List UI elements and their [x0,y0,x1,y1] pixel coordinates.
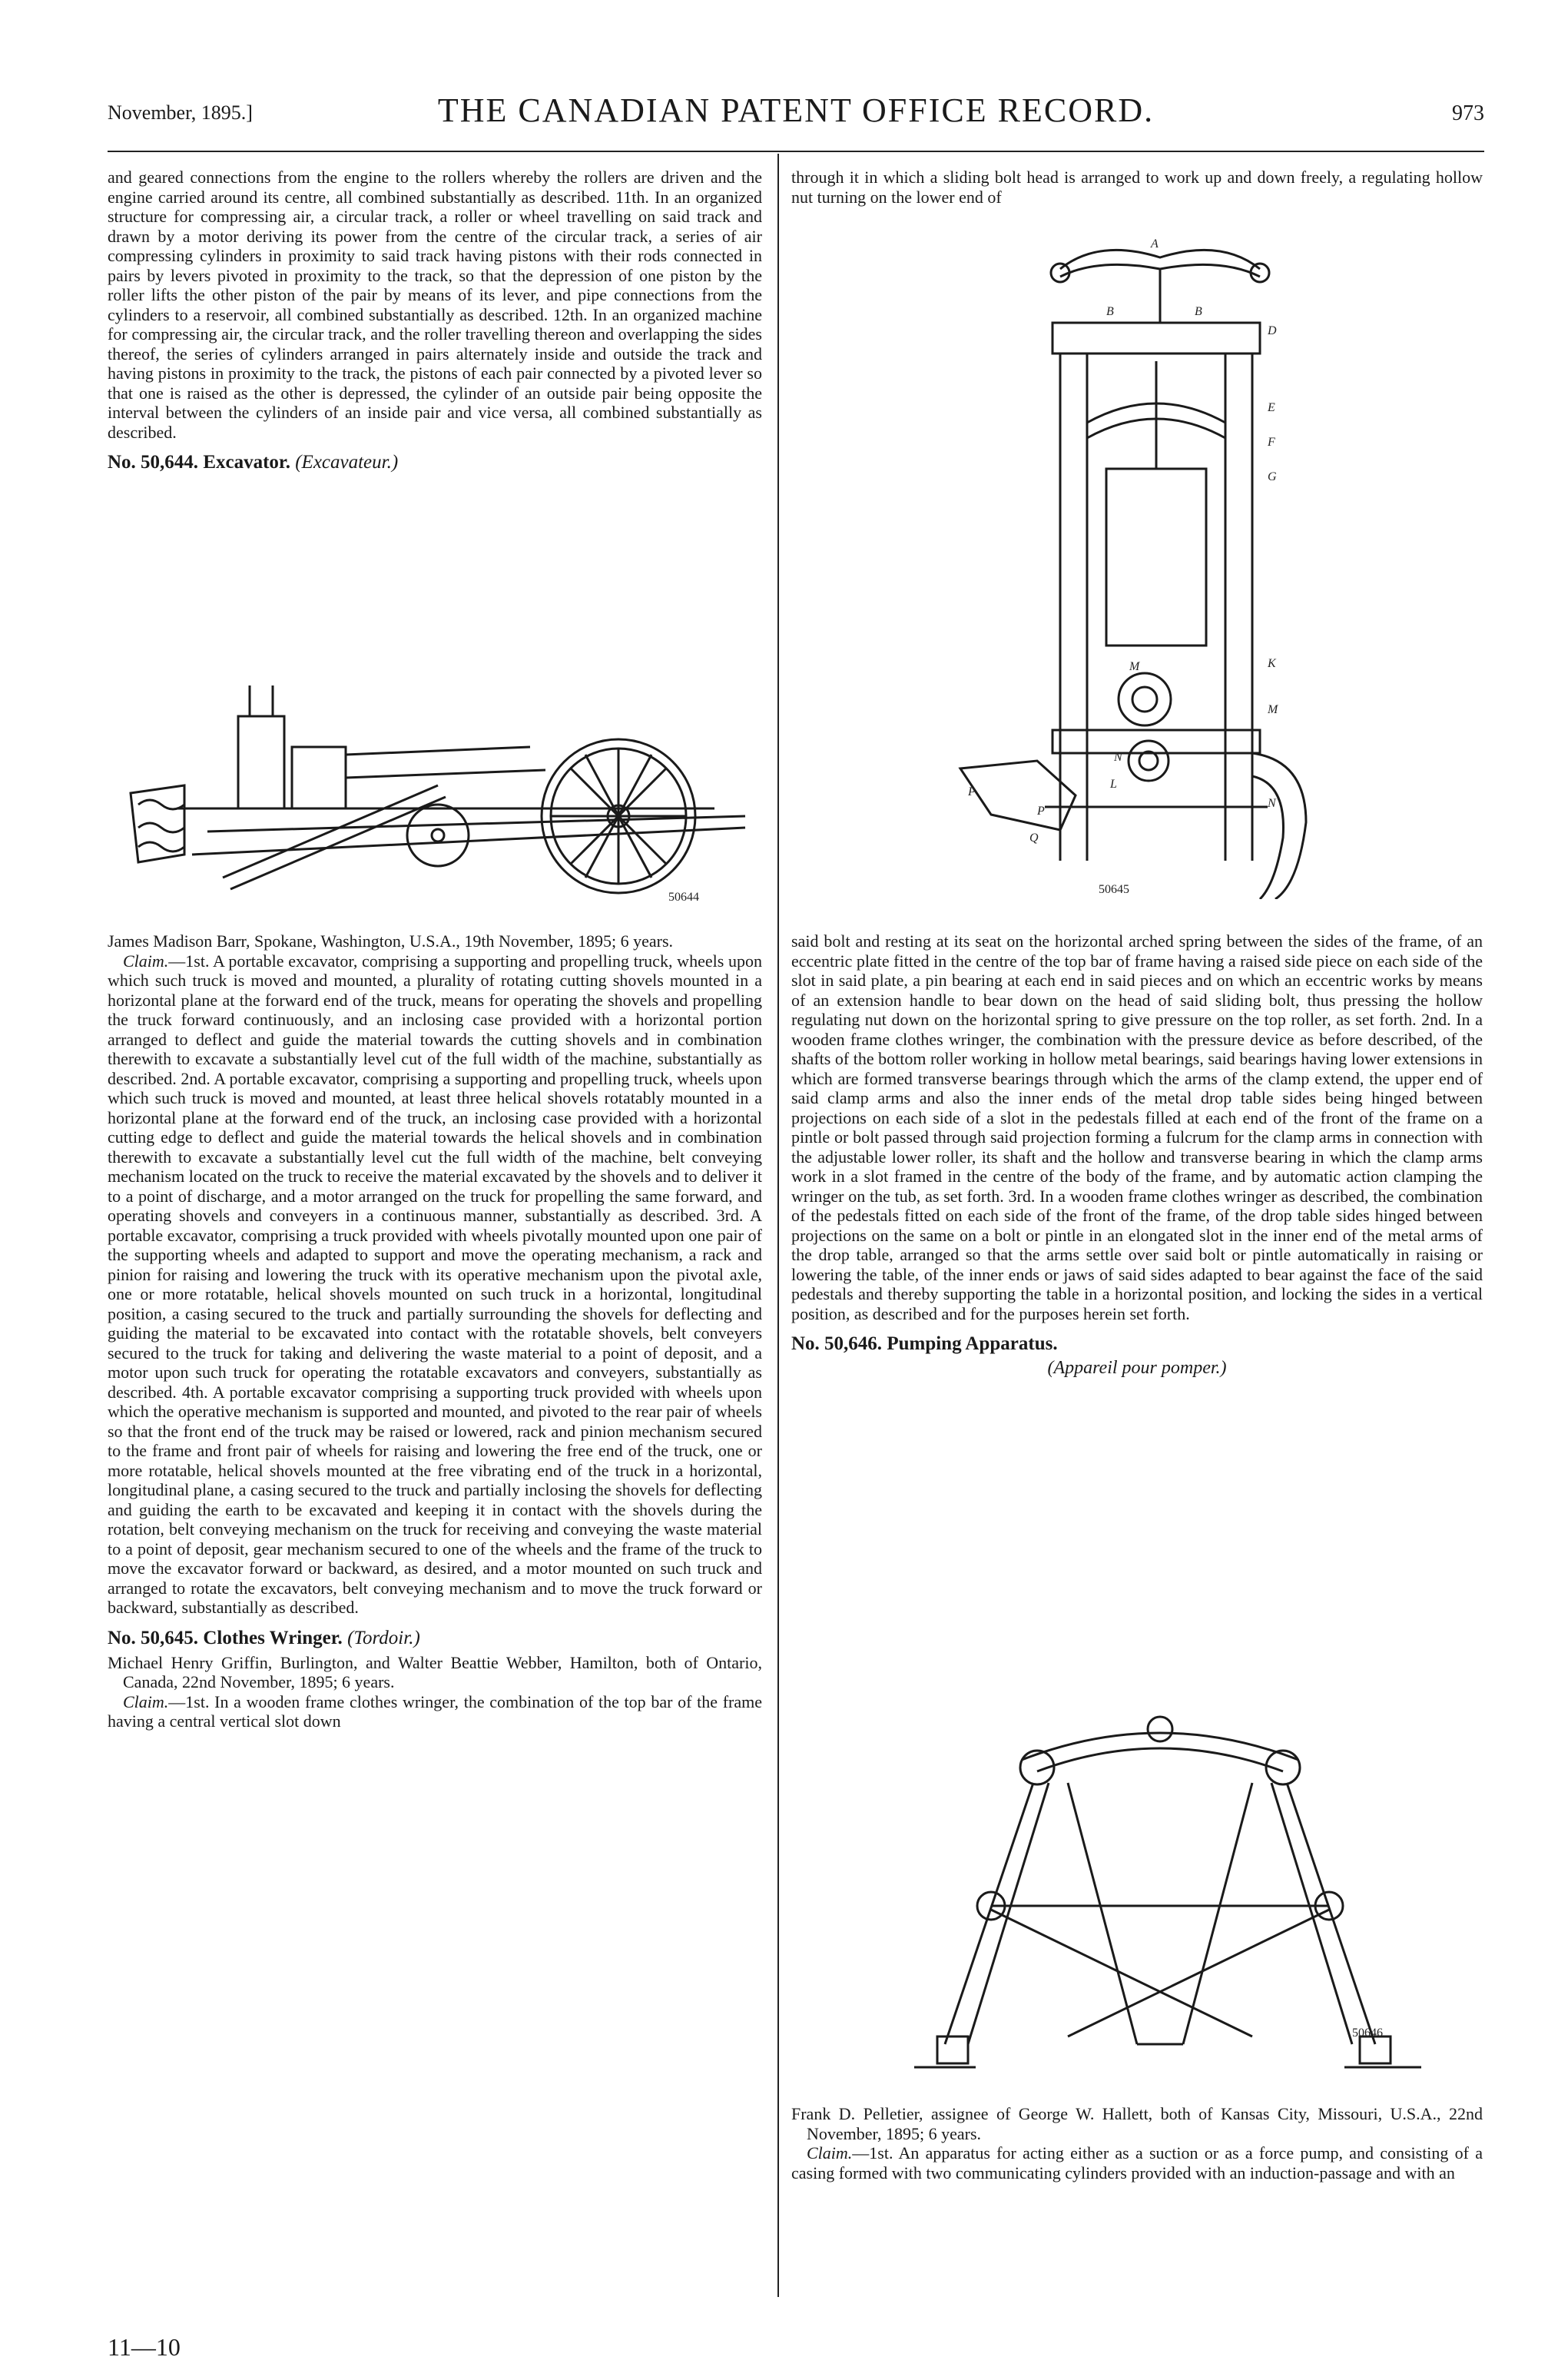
pump-figure [883,1698,1437,2083]
wringer-letter-q: Q [1029,832,1039,845]
patent-50644-claim-label: Claim. [123,951,169,971]
left-column-top [108,168,762,477]
pump-figure-label: 50646 [1352,2026,1383,2040]
patent-50645-claim [108,1692,762,1731]
wringer-claims-text: said bolt and resting at its seat on the horizontal arched spring between the sides of the frame, of an eccentric plate fitted in the centre of the top bar of frame having a raised side piece on each side of the slot in said plate, a pin bearing at each end in said pieces and on which an eccentric works by means of an extension handle to bear down on the head of said sliding bolt, thus pressing the hollow regulating nut down on the horizontal spring to give pressure on the top roller, as set forth. 2nd. In a wooden frame clothes wringer, the combination with the pressure device as before described, of the shafts of the bottom roller working in hollow metal bearings, said bearings having lower extensions in which are formed transverse bearings through which the arms of the clamp extend, the upper end of said clamp arms and also the inner ends of the metal drop table sides being hinged between projections on each side of a slot in the pedestals filled at each end of the front of the frame on a pintle or bolt passed through said projection forming a fulcrum for the clamp arms in connection with the adjustable lower roller, its shaft and the hollow and transverse bearing in which the clamp arms work in a slot framed in the centre of the body of the frame, and by automatic action clamping the wringer on the tub, as set forth. 3rd. In a wooden frame clothes wringer as described, the combination of the pedestals fitted on each side of the front of the frame, of the drop table sides hinged between projections on the same on a bolt or pintle in an elongated slot in the inner end of the metal arms of the drop table, arranged so that the arms settle over said bolt or pintle automatically in raising or lowering the table, of the inner ends or jaws of said sides adapted to bear against the face of the said pedestals and thereby supporting the table in a horizontal position, and locking the sides in a vertical position, as described and for the purposes herein set forth. [791,931,1483,1323]
wringer-letter-f: F [1268,436,1275,449]
header-rule [108,151,1484,152]
wringer-letter-d: D [1268,324,1277,337]
header-page-number: 973 [1452,101,1484,125]
column-divider [777,154,779,2297]
header-title: THE CANADIAN PATENT OFFICE RECORD. [437,91,1155,129]
wringer-letter-p2: P [1037,805,1045,818]
page-header [108,91,1484,137]
wringer-letter-a: A [1151,237,1159,251]
patent-50646-claim-label: Claim. [807,2143,853,2163]
patent-50645-title [108,1627,762,1650]
pump-drawing [883,1698,1437,2083]
patent-50645-name-fr: (Tordoir.) [347,1627,420,1648]
patent-50646-name-fr: (Appareil pour pomper.) [1047,1358,1227,1378]
wringer-letter-l: L [1110,778,1117,791]
wringer-figure-label: 50645 [1099,883,1129,896]
wringer-continued-text: through it in which a sliding bolt head is arranged to work up and down freely, a regulating hollow nut turning on the lower end of [791,168,1483,207]
patent-50646-claim-text: —1st. An apparatus for acting either as a suction or as a force pump, and consisting of a casing formed with two communicating cylinders provided with an induction-passage and with an [791,2143,1483,2182]
patent-50645-inventor: Michael Henry Griffin, Burlington, and Walter Beattie Webber, Hamilton, both of Ontario, Canada, 22nd November, 1895; 6 years. [108,1652,762,1691]
right-column-top [791,168,1483,207]
patent-50644-title [108,451,762,474]
excavator-figure-label: 50644 [668,891,699,904]
right-column-bottom [791,2104,1483,2182]
wringer-letter-b2: B [1195,305,1202,318]
left-column-bottom [108,931,762,1731]
patent-50646-number: No. 50,646. [791,1333,883,1354]
excavator-figure [115,655,761,908]
wringer-letter-k: K [1268,657,1276,670]
wringer-figure [945,223,1375,899]
wringer-letter-p1: P [968,785,976,798]
wringer-letter-m1: M [1129,660,1140,673]
patent-50644-claim [108,951,762,1618]
wringer-letter-b1: B [1106,305,1114,318]
patent-50645-name: Clothes Wringer. [203,1627,343,1648]
wringer-letter-m2: M [1268,703,1278,716]
patent-50646-name: Pumping Apparatus. [887,1333,1058,1354]
patent-50644-name: Excavator. [203,452,290,473]
patent-50646-claim [791,2143,1483,2182]
patent-50645-claim-text: —1st. In a wooden frame clothes wringer, the combination of the top bar of the frame having a central vertical slot down [108,1691,762,1731]
wringer-letter-e: E [1268,401,1275,414]
patent-50644-inventor: James Madison Barr, Spokane, Washington, U.S.A., 19th November, 1895; 6 years. [108,931,674,951]
wringer-letter-g: G [1268,470,1277,483]
patent-50644-name-fr: (Excavateur.) [295,452,399,473]
excavator-drawing [115,655,761,908]
patent-50646-title [791,1333,1483,1356]
patent-50645-number: No. 50,645. [108,1627,199,1648]
wringer-letter-n2: N [1268,797,1276,810]
wringer-drawing [945,223,1375,899]
patent-50645-claim-label: Claim. [123,1691,169,1711]
patent-50644-claim-text: —1st. A portable excavator, comprising a supporting and propelling truck, wheels upon which such truck is moved and mounted, a plurality of rotating cutting shovels mounted in a horizontal plane at the forward end of the truck, means for operating the shovels and propelling the truck forward continuously, and an inclosing case provided with a horizontal portion arranged to deflect and guide the material towards the cutting shovels and in combination therewith to excavate a substantially level cut of the full width of the machine, substantially as described. 2nd. A portable excavator, comprising a supporting and propelling truck, wheels upon which such truck is moved and mounted, at least three helical shovels rotatably mounted in a horizontal plane at the forward end of the truck, an inclosing case provided with a horizontal cutting edge to deflect and guide the material towards the helical shovels and in combination therewith to excavate a substantially level cut the full width of the machine, belt conveying mechanism located on the truck to receive the material excavated by the shovels and to deliver it to a point of discharge, and a motor arranged on the truck for propelling the same forward, and operating shovels and conveyers in a continuous manner, substantially as described. 3rd. A portable excavator, comprising a truck provided with wheels pivotally mounted upon one pair of the supporting wheels and adapted to support and move the operating mechanism, a rack and pinion for raising and lowering the truck with its operative mechanism upon the pivotal axle, one or more rotatable, helical shovels mounted on such truck in a horizontal, longitudinal position, a casing secured to the truck and partially surrounding the shovels for deflecting and guiding the material to be excavated into contact with the rotatable shovels, belt conveyers secured to the truck for taking and delivering the waste material to a point of deposit, and a motor upon such truck for operating the rotatable excavators and conveyers, substantially as described. 4th. A portable excavator comprising a supporting truck provided with wheels upon which the operative mechanism is supported and mounted, and pivoted to the rear pair of wheels so that the front end of the truck may be raised or lowered, rack and pinion mechanism secured to the frame and front pair of wheels for raising and lowering the free end of the truck, one or more rotatable, helical shovels mounted at the free vibrating end of the truck in a horizontal, longitudinal plane, a casing secured to the truck and partially inclosing the shovels for deflecting and guiding the earth to be excavated and keeping it in contact with the shovels during the rotation, belt conveying mechanism on the truck for receiving and conveying the waste material to a point of deposit, gear mechanism secured to one of the wheels and the frame of the truck to move the excavator forward or backward, as desired, and a motor mounted on such truck and arranged to rotate the excavators, belt conveying mechanism and to move the truck forward or backward, substantially as described. [108,951,762,1617]
patent-50644-number: No. 50,644. [108,452,199,473]
wringer-letter-n1: N [1114,751,1122,764]
continued-claims-text: and geared connections from the engine to the rollers whereby the rollers are driven and the engine carried around its centre, all combined substantially as described. 11th. In an organized structure for compressing air, a circular track, a roller or wheel travelling on said track and drawn by a motor deriving its power from the centre of the circular track, a series of air compressing cylinders in proximity to said track having pistons with their rods connected in pairs by levers pivoted in proximity to the track, so that the depression of one piston by the roller lifts the other piston of the pair by means of its lever, and pipe connections from the cylinders to a reservoir, all combined substantially as described. 12th. In an organized machine for compressing air, the circular track, and the roller travelling thereon and overlapping the sides thereof, the series of cylinders arranged in pairs alternately inside and outside the track and having pistons in proximity to the track, the pistons of each pair connected by a pivoted lever so that one is raised as the other is depressed, the cylinder of an outside pair being opposite the interval between the cylinders of an inside pair and vice versa, all combined substantially as described. [108,168,762,442]
header-date: November, 1895.] [108,101,253,124]
right-column-middle [791,931,1483,1383]
signature-mark: 11—10 [108,2333,181,2361]
patent-50646-inventor: Frank D. Pelletier, assignee of George W. Hallett, both of Kansas City, Missouri, U.S.A., 22nd November, 1895; 6 years. [791,2104,1483,2143]
